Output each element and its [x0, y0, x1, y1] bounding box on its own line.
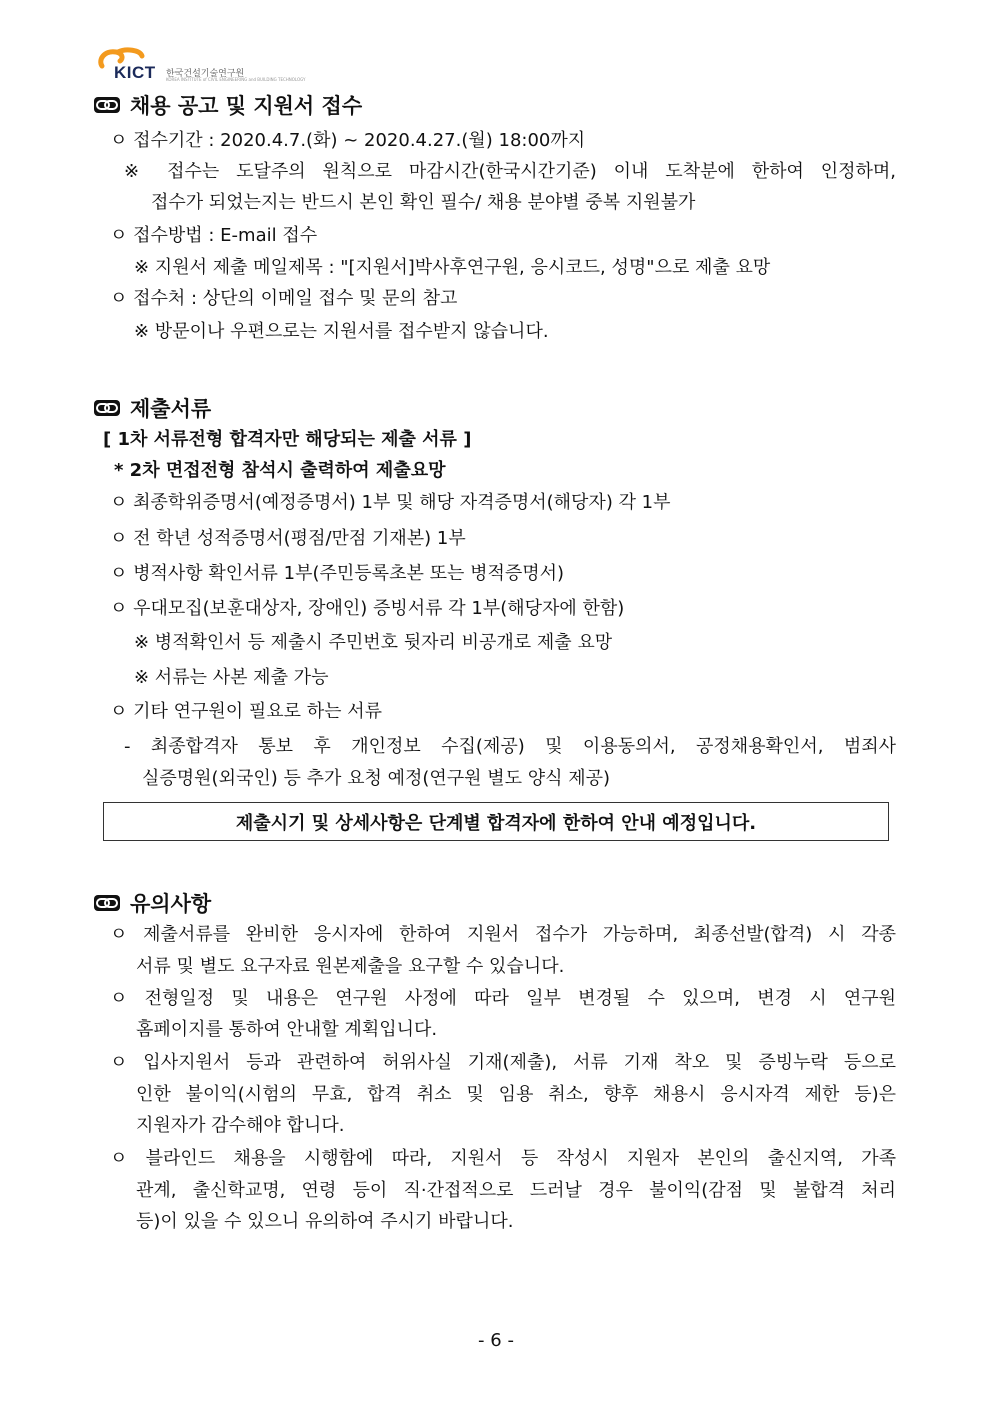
- place-note: ※ 방문이나 우편으로는 지원서를 접수받지 않습니다.: [134, 321, 549, 342]
- application-method: ㅇ 접수방법 : E-mail 접수: [110, 225, 318, 246]
- caution-3-line-1: ㅇ 입사지원서 등과 관련하여 허위사실 기재(제출), 서류 기재 착오 및 증빙누락 등으로: [110, 1052, 896, 1073]
- caution-1-line-2: 서류 및 별도 요구자료 원본제출을 요구할 수 있습니다.: [136, 956, 565, 977]
- document-item-5: ㅇ 기타 연구원이 필요로 하는 서류: [110, 701, 383, 722]
- period-note-line-1: ※ 접수는 도달주의 원칙으로 마감시간(한국시간기준) 이내 도착분에 한하여 인정하며,: [124, 161, 896, 182]
- document-item-2: ㅇ 전 학년 성적증명서(평점/만점 기재본) 1부: [110, 528, 466, 549]
- section-title: 유의사항: [130, 892, 212, 916]
- period-note-line-2: 접수가 되었는지는 반드시 본인 확인 필수/ 채용 분야별 중복 지원불가: [151, 192, 696, 213]
- document-item-4: ㅇ 우대모집(보훈대상자, 장애인) 증빙서류 각 1부(해당자에 한함): [110, 598, 625, 619]
- method-note: ※ 지원서 제출 메일제목 : "[지원서]박사후연구원, 응시코드, 성명"으로 제출 요망: [134, 257, 771, 278]
- caution-3-line-3: 지원자가 감수해야 합니다.: [136, 1115, 345, 1136]
- document-note-1: ※ 병적확인서 등 제출시 주민번호 뒷자리 비공개로 제출 요망: [134, 632, 613, 653]
- section-heading-application: [94, 90, 362, 120]
- document-item-5-detail-1: - 최종합격자 통보 후 개인정보 수집(제공) 및 이용동의서, 공정채용확인서, 범죄사: [124, 736, 896, 757]
- link-chain-icon: [94, 895, 120, 911]
- page-number: - 6 -: [478, 1330, 514, 1351]
- caution-1-line-1: ㅇ 제출서류를 완비한 응시자에 한하여 지원서 접수가 가능하며, 최종선발(합격) 시 각종: [110, 924, 896, 945]
- section-heading-cautions: [94, 888, 211, 918]
- link-chain-icon: [94, 97, 120, 113]
- document-item-1: ㅇ 최종학위증명서(예정증명서) 1부 및 해당 자격증명서(해당자) 각 1부: [110, 492, 671, 513]
- link-chain-icon: [94, 400, 120, 416]
- caution-4-line-3: 등)이 있을 수 있으니 유의하여 주시기 바랍니다.: [136, 1211, 514, 1232]
- section-title: 채용 공고 및 지원서 접수: [130, 94, 363, 118]
- logo-org-name-en: KOREA INSTITUTE of CIVIL ENGINEERING and BUILDING TECHNOLOGY: [166, 77, 306, 82]
- documents-sub-title: [ 1차 서류전형 합격자만 해당되는 제출 서류 ]: [103, 429, 472, 450]
- caution-4-line-1: ㅇ 블라인드 채용을 시행함에 따라, 지원서 등 작성시 지원자 본인의 출신지역, 가족: [110, 1148, 896, 1169]
- kict-logo: [96, 46, 306, 82]
- application-period: ㅇ 접수기간 : 2020.4.7.(화) ~ 2020.4.27.(월) 18:00까지: [110, 130, 586, 151]
- document-item-3: ㅇ 병적사항 확인서류 1부(주민등록초본 또는 병적증명서): [110, 563, 565, 584]
- caution-2-line-2: 홈페이지를 통하여 안내할 계획입니다.: [136, 1019, 438, 1040]
- notice-box: 제출시기 및 상세사항은 단계별 합격자에 한하여 안내 예정입니다.: [103, 802, 889, 841]
- logo-org-name: 한국건설기술연구원: [166, 69, 245, 79]
- caution-3-line-2: 인한 불이익(시험의 무효, 합격 취소 및 임용 취소, 향후 채용시 응시자격 제한 등)은: [136, 1084, 896, 1105]
- caution-2-line-1: ㅇ 전형일정 및 내용은 연구원 사정에 따라 일부 변경될 수 있으며, 변경 시 연구원: [110, 988, 896, 1009]
- section-title: 제출서류: [130, 397, 212, 421]
- logo-text: KICT: [114, 63, 156, 82]
- application-place: ㅇ 접수처 : 상단의 이메일 접수 및 문의 참고: [110, 288, 458, 309]
- document-item-5-detail-2: 실증명원(외국인) 등 추가 요청 예정(연구원 별도 양식 제공): [142, 768, 611, 789]
- document-note-2: ※ 서류는 사본 제출 가능: [134, 667, 329, 688]
- documents-sub-note: * 2차 면접전형 참석시 출력하여 제출요망: [114, 460, 446, 481]
- section-heading-documents: [94, 393, 211, 423]
- caution-4-line-2: 관계, 출신학교명, 연령 등이 직·간접적으로 드러날 경우 불이익(감점 및 불합격 처리: [136, 1180, 896, 1201]
